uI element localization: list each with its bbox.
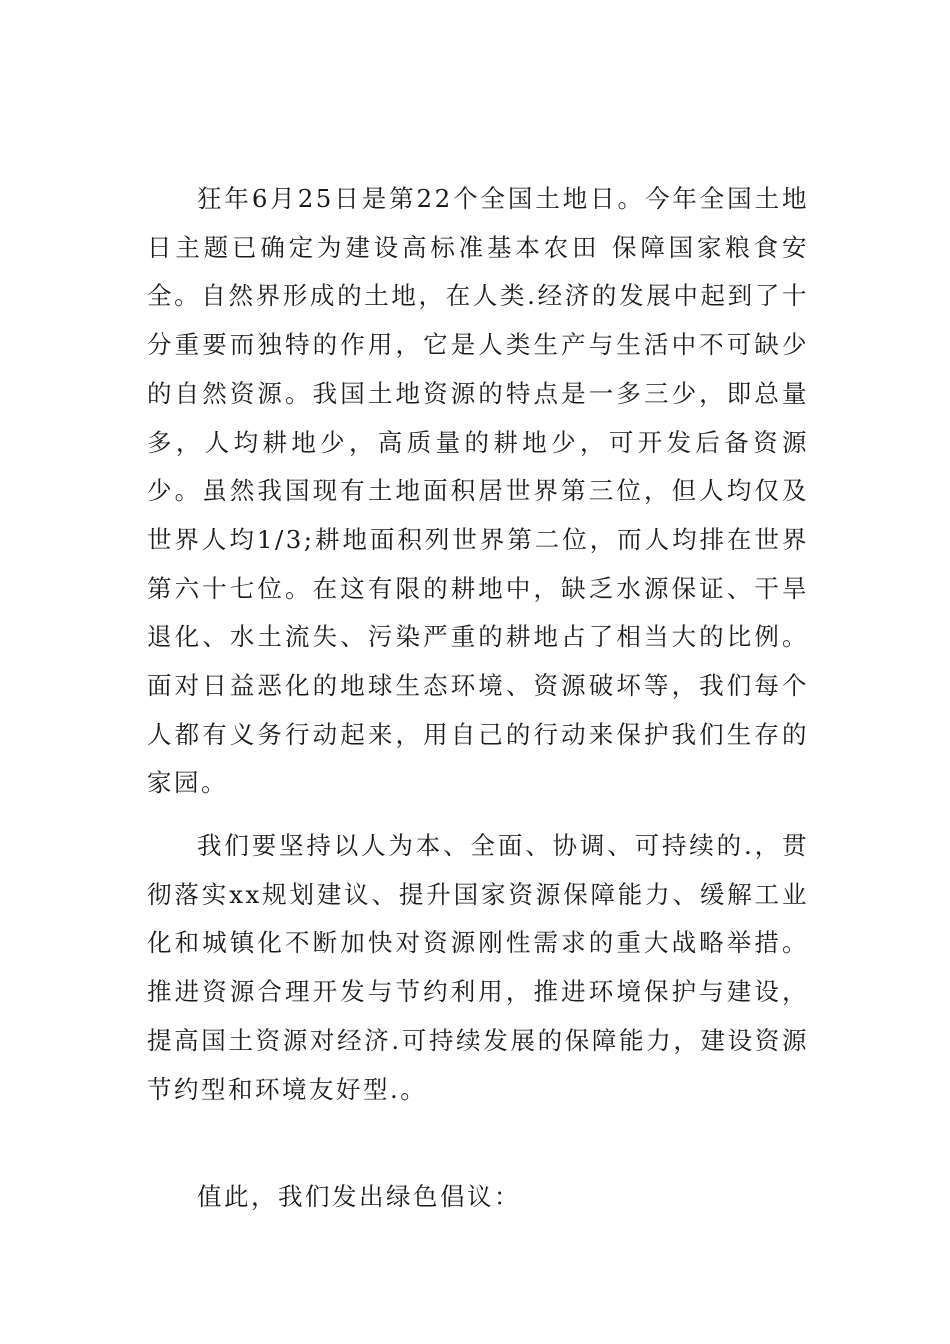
- paragraph-land-day-intro: 狂年6月25日是第22个全国土地日。今年全国土地日主题已确定为建设高标准基本农田 保障国家粮食安全。自然界形成的土地，在人类.经济的发展中起到了十分重要而独特的作用，它是人类生产与生活中不可缺少的自然资源。我国土地资源的特点是一多三少，即总量多，人均耕地少，高质量的耕地少，可开发后备资源少。虽然我国现有土地面积居世界第三位，但人均仅及世界人均1/3;耕地面积列世界第二位，而人均排在世界第六十七位。在这有限的耕地中，缺乏水源保证、干旱退化、水土流失、污染严重的耕地占了相当大的比例。面对日益恶化的地球生态环境、资源破坏等，我们每个人都有义务行动起来，用自己的行动来保护我们生存的家园。: [147, 184, 809, 798]
- paragraph-green-initiative: 值此，我们发出绿色倡议：: [197, 1182, 521, 1211]
- paragraph-sustainable-development: 我们要坚持以人为本、全面、协调、可持续的.，贯彻落实xx规划建议、提升国家资源保障能力、缓解工业化和城镇化不断加快对资源刚性需求的重大战略举措。推进资源合理开发与节约利用，推进环境保护与建设，提高国土资源对经济.可持续发展的保障能力，建设资源节约型和环境友好型.。: [147, 831, 809, 1104]
